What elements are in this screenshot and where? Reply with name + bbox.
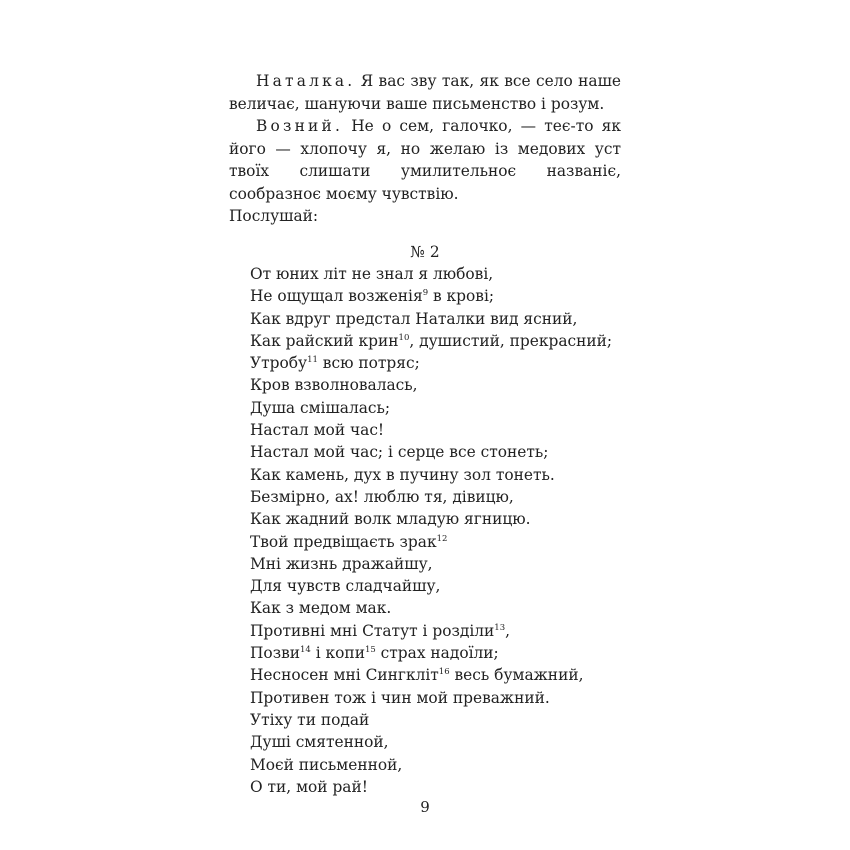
verse-line — [250, 776, 612, 798]
verse-line — [250, 285, 612, 307]
verse-line — [250, 308, 612, 330]
footnote-marker: 16 — [438, 667, 450, 678]
verse-line — [250, 352, 612, 374]
verse-line — [250, 397, 612, 419]
verse-text: і копи — [310, 644, 365, 663]
verse-line — [250, 620, 612, 642]
verse-line — [250, 464, 612, 486]
verse-text: Настал мой час! — [250, 421, 385, 440]
verse-text: весь бумажний, — [449, 666, 584, 685]
verse-line — [250, 597, 612, 619]
verse-line — [250, 486, 612, 508]
verse-text: Как райский крин — [250, 331, 399, 350]
verse-text: , душистий, прекрасний; — [409, 331, 613, 350]
verse-line — [250, 330, 612, 352]
verse-text: Мні жизнь дражайшу, — [250, 554, 433, 573]
verse-line — [250, 575, 612, 597]
dialogue-paragraph-natalka — [229, 70, 621, 115]
verse-line — [250, 263, 612, 285]
verse-text: Душі смятенной, — [250, 733, 389, 752]
verse-text: Не ощущал возженія — [250, 287, 423, 306]
dialogue-prose — [229, 70, 621, 228]
verse-text: Настал мой час; і серце все стонеть; — [250, 443, 549, 462]
verse-line — [250, 731, 612, 753]
verse-text: Противен тож і чин мой преважний. — [250, 688, 550, 707]
verse-text: всю потряс; — [317, 354, 420, 373]
verse-text: в крові; — [428, 287, 495, 306]
verse-text: Несносен мні Сингкліт — [250, 666, 439, 685]
verse-text: Кров взволновалась, — [250, 376, 418, 395]
verse-text: Для чувств сладчайшу, — [250, 577, 441, 596]
verse-text: Как з медом мак. — [250, 599, 392, 618]
verse-text: О ти, мой рай! — [250, 777, 368, 796]
verse-line — [250, 441, 612, 463]
verse-text: страх надоїли; — [375, 644, 499, 663]
footnote-marker: 12 — [436, 533, 448, 544]
verse-line — [250, 531, 612, 553]
footnote-marker: 11 — [307, 355, 318, 366]
verse-text: Позви — [250, 644, 301, 663]
dialogue-text: Я вас зву так, як все село наше величає, шануючи ваше письменство і розум. — [229, 72, 621, 113]
verse-text: Противні мні Статут і розділи — [250, 621, 495, 640]
verse-text: Твой предвіщаєть зрак — [250, 532, 437, 551]
verse-text: Как жадний волк младую ягницю. — [250, 510, 531, 529]
dialogue-paragraph-voznyi — [229, 115, 621, 205]
song-title: № 2 — [410, 243, 440, 261]
verse-line — [250, 664, 612, 686]
verse-line — [250, 642, 612, 664]
footnote-marker: 9 — [422, 288, 429, 299]
speaker-name: Возний. — [256, 117, 344, 135]
verse-line — [250, 553, 612, 575]
verse-text: От юних літ не знал я любові, — [250, 265, 494, 283]
footnote-marker: 14 — [300, 645, 311, 656]
song-verse — [250, 263, 612, 798]
verse-text: Душа смішалась; — [250, 398, 391, 417]
dialogue-paragraph-listen: Послушай: — [229, 207, 319, 225]
verse-text: Утіху ти подай — [250, 710, 370, 729]
verse-line — [250, 754, 612, 776]
verse-line — [250, 508, 612, 530]
footnote-marker: 10 — [398, 332, 410, 343]
speaker-name: Наталка. — [256, 72, 356, 90]
verse-text: Утробу — [250, 354, 308, 373]
footnote-marker: 15 — [364, 645, 376, 656]
verse-line — [250, 709, 612, 731]
verse-text: , — [505, 621, 511, 640]
verse-text: Как камень, дух в пучину зол тонеть. — [250, 465, 555, 484]
footnote-marker: 13 — [494, 622, 506, 633]
verse-line — [250, 374, 612, 396]
page-number: 9 — [420, 798, 430, 816]
verse-text: Моєй письменной, — [250, 755, 403, 774]
verse-line — [250, 687, 612, 709]
verse-line — [250, 419, 612, 441]
verse-text: Как вдруг предстал Наталки вид ясний, — [250, 309, 578, 328]
dialogue-text: Не о сем, галочко, — теє-то як його — хлопочу я, но желаю із медових уст твоїх слишати умилительноє названіє, сообразноє моєму чувствію. — [229, 117, 621, 203]
verse-text: Безмірно, ах! люблю тя, дівицю, — [250, 487, 514, 506]
